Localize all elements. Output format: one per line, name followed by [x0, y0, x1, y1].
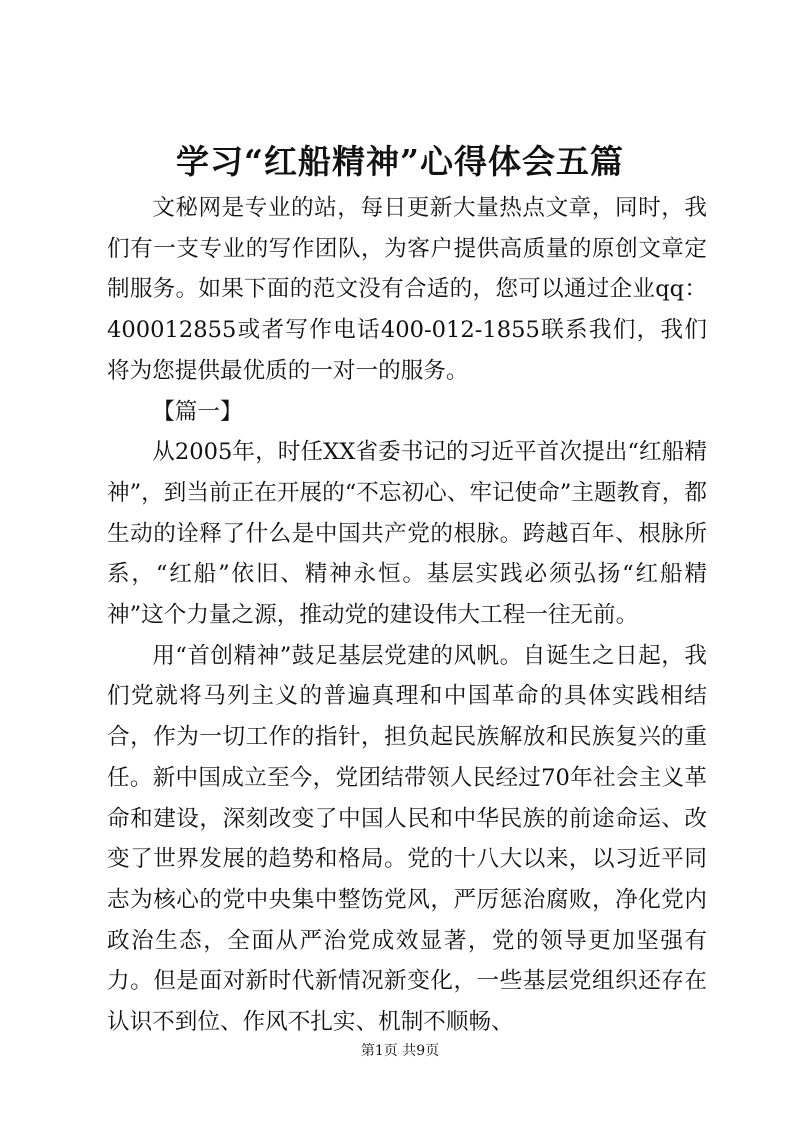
section-heading: 【篇一】	[152, 398, 243, 425]
document-title: 学习“红船精神”心得体会五篇	[176, 142, 624, 181]
body-paragraph: 从2005年，时任XX省委书记的习近平首次提出“红船精神”，到当前正在开展的“不忘初心、牢记使命”主题教育，都生动的诠释了什么是中国共产党的根脉。跨越百年、根脉所系，“红船”依旧、精神永恒。基层实践必须弘扬“红船精神”这个力量之源，推动党的建设伟大工程一往无前。	[107, 439, 707, 629]
intro-paragraph: 文秘网是专业的站，每日更新大量热点文章，同时，我们有一支专业的写作团队，为客户提供高质量的原创文章定制服务。如果下面的范文没有合适的，您可以通过企业qq：400012855或者写作电话400-012-1855联系我们，我们将为您提供最优质的一对一的服务。	[107, 195, 707, 384]
page-number-footer: 第1页 共9页	[360, 1043, 440, 1059]
body-paragraph: 用“首创精神”鼓足基层党建的风帆。自诞生之日起，我们党就将马列主义的普遍真理和中国革命的具体实践相结合，作为一切工作的指针，担负起民族解放和民族复兴的重任。新中国成立至今，党团结带领人民经过70年社会主义革命和建设，深刻改变了中国人民和中华民族的前途命运、改变了世界发展的趋势和格局。党的十八大以来，以习近平同志为核心的党中央集中整饬党风，严厉惩治腐败，净化党内政治生态，全面从严治党成效显著，党的领导更加坚强有力。但是面对新时代新情况新变化，一些基层党组织还存在认识不到位、作风不扎实、机制不顺畅、	[107, 642, 707, 1036]
document-body	[107, 188, 707, 1043]
